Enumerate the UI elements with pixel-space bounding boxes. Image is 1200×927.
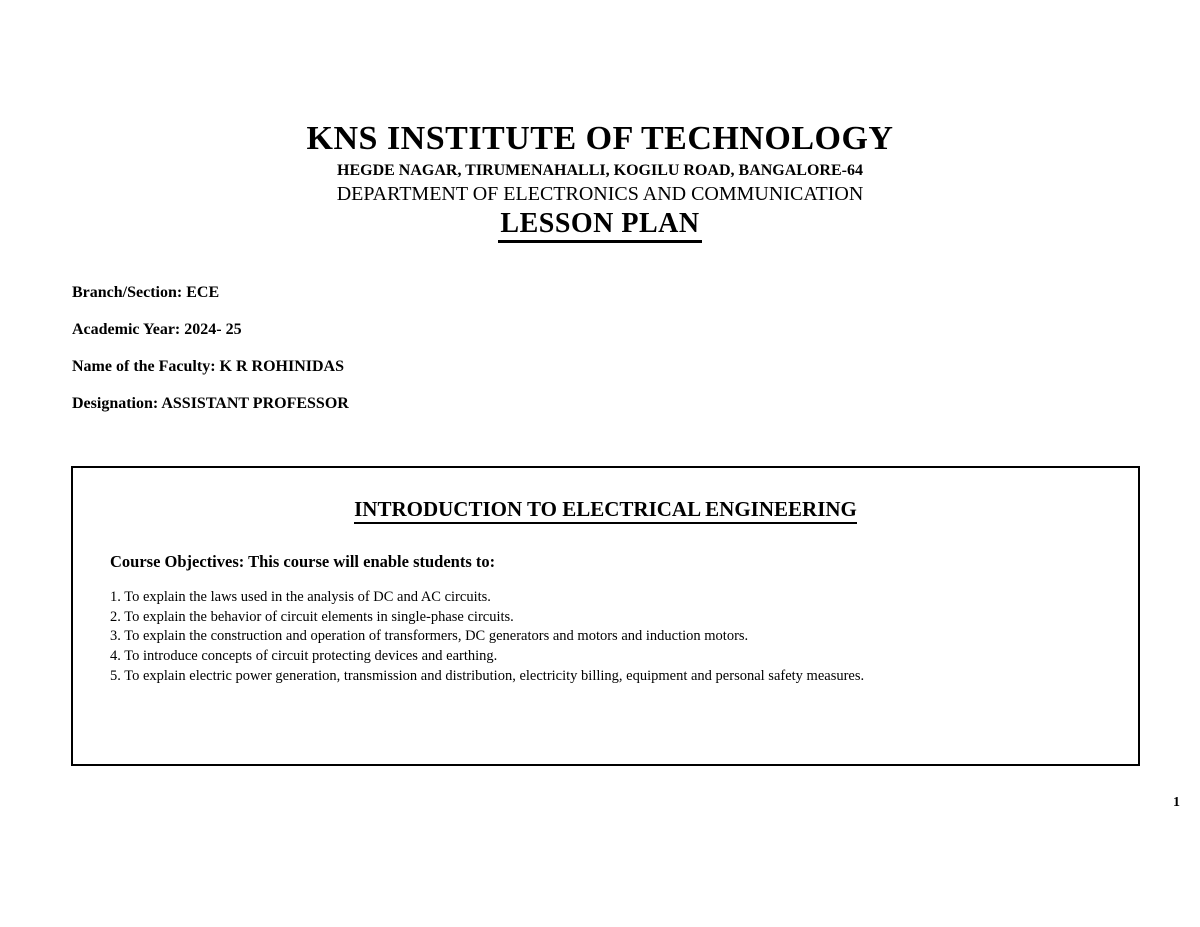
objective-item: 5. To explain electric power generation, transmission and distribution, electricity billing, equipment and personal safety measures. bbox=[110, 667, 865, 684]
branch-section-line: Branch/Section: ECE bbox=[72, 284, 220, 301]
objective-item: 2. To explain the behavior of circuit elements in single-phase circuits. bbox=[110, 608, 514, 625]
objective-item: 1. To explain the laws used in the analysis of DC and AC circuits. bbox=[110, 589, 491, 605]
department-name-line: DEPARTMENT OF ELECTRONICS AND COMMUNICATION bbox=[336, 183, 864, 205]
page-number: 1 bbox=[1173, 795, 1180, 810]
institute-name-heading: KNS INSTITUTE OF TECHNOLOGY bbox=[306, 120, 894, 157]
faculty-name-line: Name of the Faculty: K R ROHINIDAS bbox=[72, 358, 344, 375]
doc-title-wrap bbox=[0, 209, 1200, 243]
course-title: INTRODUCTION TO ELECTRICAL ENGINEERING bbox=[354, 498, 857, 524]
course-objectives-box bbox=[71, 466, 1140, 766]
faculty-info-block bbox=[72, 283, 349, 431]
course-objectives-list bbox=[110, 588, 1098, 687]
doc-title: LESSON PLAN bbox=[498, 209, 701, 243]
academic-year-line: Academic Year: 2024- 25 bbox=[72, 321, 242, 338]
designation-line: Designation: ASSISTANT PROFESSOR bbox=[72, 395, 349, 412]
institute-address-line: HEGDE NAGAR, TIRUMENAHALLI, KOGILU ROAD, BANGALORE-64 bbox=[337, 162, 863, 179]
objective-item: 4. To introduce concepts of circuit protecting devices and earthing. bbox=[110, 648, 498, 665]
course-objectives-heading: Course Objectives: This course will enable students to: bbox=[110, 552, 496, 571]
course-title-wrap bbox=[73, 498, 1138, 524]
objective-item: 3. To explain the construction and operation of transformers, DC generators and motors and induction motors. bbox=[110, 628, 749, 645]
